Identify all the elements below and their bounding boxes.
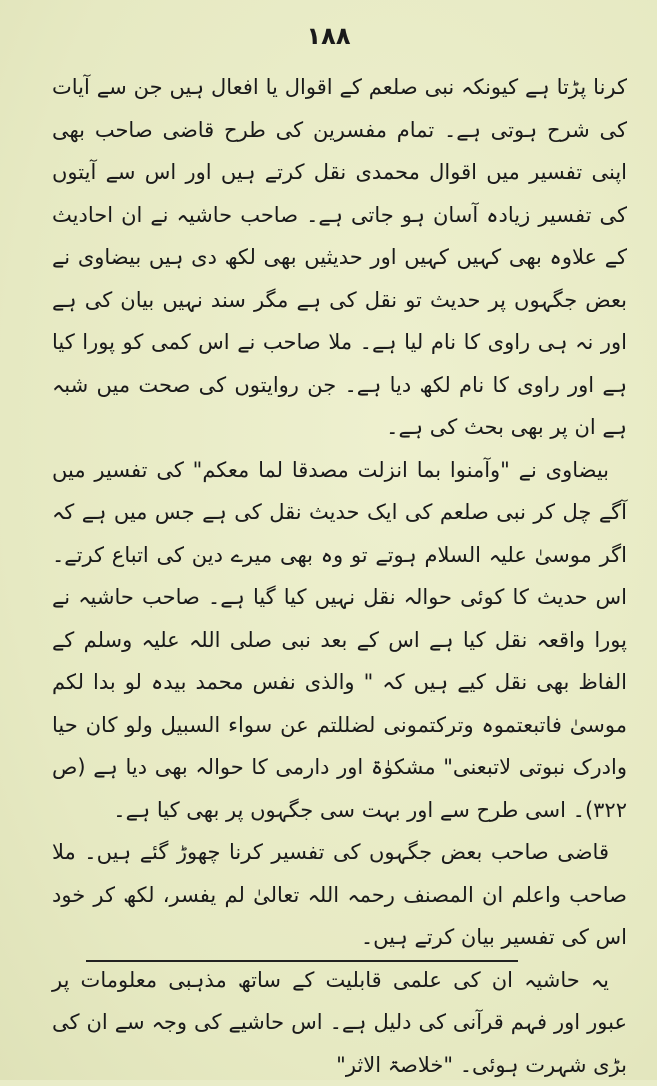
paragraph-commentary-hadith: کرنا پڑتا ہے کیونکہ نبی صلعم کے اقوال یا افعال ہیں جن سے آیات کی شرح ہوتی ہے۔ تمام مفسرین کی طرح قاضی صاحب بھی اپنی تفسیر میں اقوال محمدی نقل کرتے ہیں اور اس سے آیتوں کی تفسیر زیادہ آسان ہو جاتی ہے۔ صاحب حاشیہ نے ان احادیث کے علاوہ بھی کہیں کہیں اور حدیثیں بھی لکھ دی ہیں بیضاوی نے بعض جگہوں پر حدیث تو نقل کی ہے مگر سند نہیں بیان کی ہے اور نہ ہی راوی کا نام لیا ہے۔ ملا صاحب نے اس کمی کو پورا کیا ہے اور راوی کا نام لکھ دیا ہے۔ جن روایتوں کی صحت میں شبہ ہے ان پر بھی بحث کی ہے۔ [52,66,627,449]
body-text [52,66,627,1086]
paragraph-qazi-omissions: قاضی صاحب بعض جگہوں کی تفسیر کرنا چھوڑ گئے ہیں۔ ملا صاحب واعلم ان المصنف رحمہ اللہ تعالیٰ لم یفسر، لکھ کر خود اس کی تفسیر بیان کرتے ہیں۔ [52,831,627,959]
footer-divider [86,960,518,962]
paragraph-baidawi-example: بیضاوی نے "وآمنوا بما انزلت مصدقا لما معکم" کی تفسیر میں آگے چل کر نبی صلعم کی ایک حدیث نقل کی ہے جس میں ہے کہ اگر موسیٰ علیہ السلام ہوتے تو وہ بھی میرے دین کی اتباع کرتے۔ اس حدیث کا کوئی حوالہ نقل نہیں کیا گیا ہے۔ صاحب حاشیہ نے پورا واقعہ نقل کیا ہے اس کے بعد نبی صلی اللہ علیہ وسلم کے الفاظ بھی نقل کیے ہیں کہ " والذی نفس محمد بیدہ لو بدا لکم موسیٰ فاتبعتموہ وترکتمونی لضللتم عن سواء السبیل ولو کان حیا وادرک نبوتی لاتبعنی" مشکوٰۃ اور دارمی کا حوالہ بھی دیا ہے (ص ٣٢٢)۔ اسی طرح سے اور بہت سی جگہوں پر بھی کیا ہے۔ [52,449,627,832]
paragraph-hashiya-merit: یہ حاشیہ ان کی علمی قابلیت کے ساتھ مذہبی معلومات پر عبور اور فہم قرآنی کی دلیل ہے۔ اس حاشیے کی وجہ سے ان کی بڑی شہرت ہوئی۔ "خلاصۃ الاثر" [52,959,627,1086]
page-number: ١٨٨ [0,22,657,50]
